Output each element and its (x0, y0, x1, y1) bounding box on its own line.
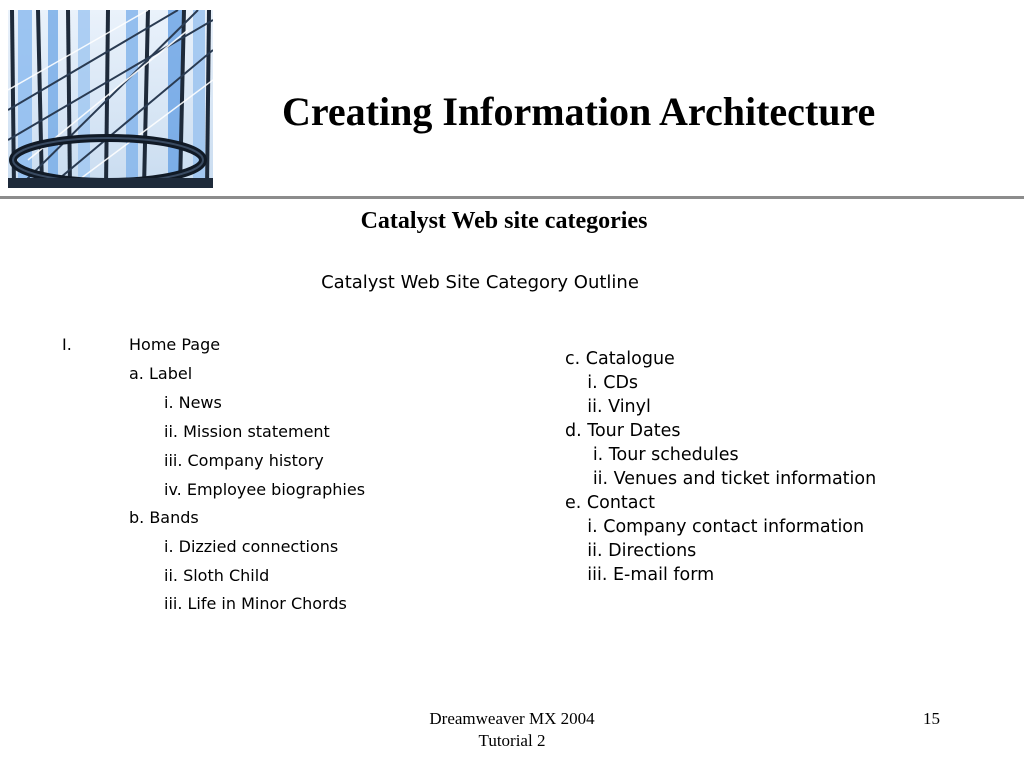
outline-item-dizzied: i. Dizzied connections (164, 537, 339, 556)
outline-item-contact-info: i. Company contact information (565, 517, 865, 537)
outline-item-vinyl: ii. Vinyl (565, 397, 651, 417)
outline-item-venues: ii. Venues and ticket information (565, 469, 877, 489)
page-number: 15 (923, 709, 940, 728)
outline-item-history: iii. Company history (164, 451, 324, 470)
outline-item-news: i. News (164, 393, 222, 412)
slide-subtitle: Catalyst Web site categories (360, 208, 648, 234)
outline-item-tour-dates: d. Tour Dates (565, 421, 681, 441)
outline-item-home: Home Page (129, 335, 221, 354)
outline-item-label: a. Label (129, 364, 193, 383)
outline-numeral: I. (62, 335, 72, 354)
footer-line-1: Dreamweaver MX 2004 (429, 709, 595, 728)
header-divider (0, 196, 1024, 199)
outline-item-directions: ii. Directions (565, 541, 697, 561)
outline-item-sloth: ii. Sloth Child (164, 566, 270, 585)
outline-item-tour-schedules: i. Tour schedules (565, 445, 739, 465)
outline-item-mission: ii. Mission statement (164, 422, 330, 441)
footer-line-2: Tutorial 2 (478, 731, 546, 750)
page-title: Creating Information Architecture (282, 89, 876, 134)
outline-item-catalogue: c. Catalogue (565, 349, 675, 369)
outline-item-bands: b. Bands (129, 508, 199, 527)
outline-item-minor-chords: iii. Life in Minor Chords (164, 594, 347, 613)
outline-item-biographies: iv. Employee biographies (164, 480, 366, 499)
right-outline (565, 347, 1005, 587)
outline-item-email-form: iii. E-mail form (565, 565, 715, 585)
outline-title: Catalyst Web Site Category Outline (321, 272, 639, 293)
architecture-photo (8, 10, 213, 188)
outline-item-contact: e. Contact (565, 493, 655, 513)
outline-item-cds: i. CDs (565, 373, 639, 393)
slide-footer (404, 708, 620, 752)
